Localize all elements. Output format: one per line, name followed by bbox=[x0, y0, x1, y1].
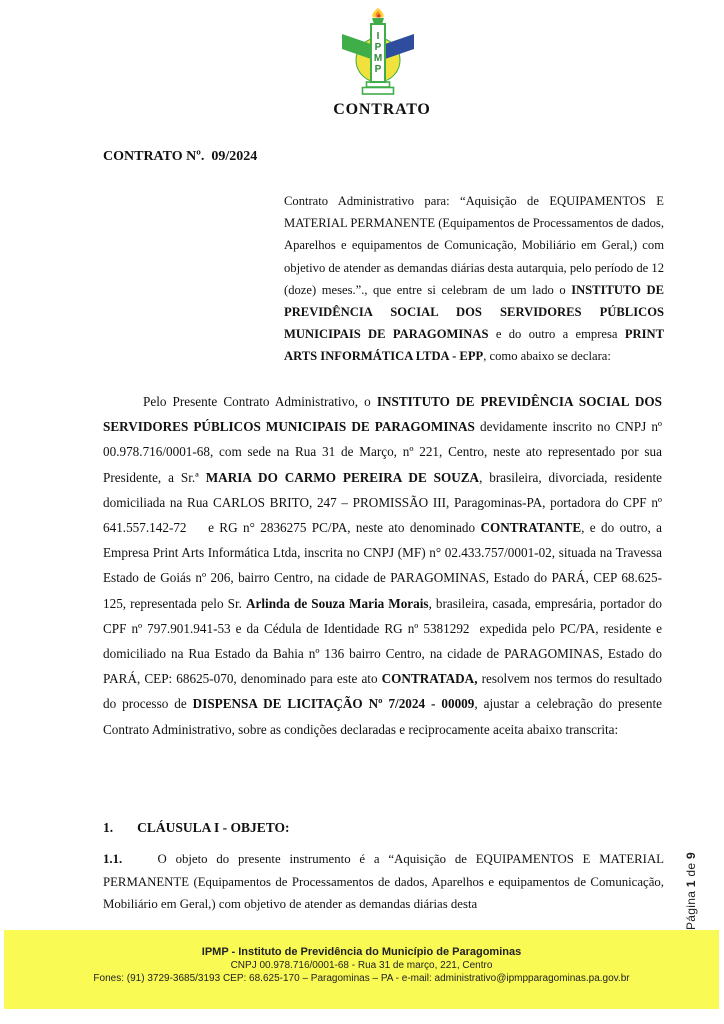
page-number: Página 1 de 9 bbox=[684, 852, 698, 930]
torch-cup bbox=[372, 18, 384, 24]
logo-letter-p1: P bbox=[374, 42, 382, 53]
footer-org-name: IPMP - Instituto de Previdência do Município de Paragominas bbox=[201, 946, 522, 958]
logo-letter-i: I bbox=[376, 31, 380, 42]
flame-core bbox=[377, 14, 380, 17]
ipmp-logo bbox=[340, 8, 416, 96]
document-title: CONTRATO bbox=[333, 101, 431, 118]
recital-paragraph: Contrato Administrativo para: “Aquisição de EQUIPAMENTOS E MATERIAL PERMANENTE (Equipamentos de Processamentos de dados, Aparelhos e equipamentos de Comunicação, Mobiliário em Geral,) com objetivo de atender as demandas diárias desta autarquia, pelo período de 12 (doze) meses.”., que entre si celebram de um lado o INSTITUTO DE PREVIDÊNCIA SOCIAL DOS SERVIDORES PÚBLICOS MUNICIPAIS DE PARAGOMINAS e do outro a empresa PRINT ARTS INFORMÁTICA LTDA - EPP, como abaixo se declara: bbox=[284, 194, 664, 364]
logo-base-lower bbox=[363, 88, 394, 95]
clause-1-1-paragraph: 1.1. O objeto do presente instrumento é a “Aquisição de EQUIPAMENTOS E MATERIAL PERMANENTE (Equipamentos de Processamentos de dados, Aparelhos e equipamentos de Comunicação, Mobiliário em Geral,) com objetivo de atender as demandas diárias desta bbox=[103, 852, 664, 911]
contract-number: CONTRATO Nº. 09/2024 bbox=[103, 149, 258, 164]
logo-letter-p2: P bbox=[374, 64, 382, 75]
clause-1-number: 1. bbox=[103, 820, 114, 835]
footer-band bbox=[4, 930, 719, 1009]
footer-contacts: Fones: (91) 3729-3685/3193 CEP: 68.625-170 – Paragominas – PA - e-mail: administrativo@ipmpparagominas.pa.gov.br bbox=[93, 973, 630, 984]
clause-1-heading bbox=[103, 820, 290, 836]
clause-1-title: CLÁUSULA I - OBJETO: bbox=[137, 820, 290, 835]
footer-address: CNPJ 00.978.716/0001-68 - Rua 31 de março, 221, Centro bbox=[230, 960, 493, 971]
logo-letter-m: M bbox=[373, 53, 383, 64]
parties-paragraph: Pelo Presente Contrato Administrativo, o INSTITUTO DE PREVIDÊNCIA SOCIAL DOS SERVIDORES PÚBLICOS MUNICIPAIS DE PARAGOMINAS devidamente inscrito no CNPJ nº 00.978.716/0001-68, com sede na Rua 31 de Março, nº 221, Centro, neste ato representado por sua Presidente, a Sr.ª MARIA DO CARMO PEREIRA DE SOUZA, brasileira, divorciada, residente domiciliada na Rua CARLOS BRITO, 247 – PROMISSÃO III, Paragominas-PA, portadora do CPF nº 641.557.142-72 e RG n° 2836275 PC/PA, neste ato denominado CONTRATANTE, e do outro, a Empresa Print Arts Informática Ltda, inscrita no CNPJ (MF) n° 02.433.757/0001-02, situada na Travessa Estado de Goiás nº 206, bairro Centro, na cidade de PARAGOMINAS, Estado do PARÁ, CEP 68.625-125, representada pelo Sr. Arlinda de Souza Maria Morais, brasileira, casada, empresária, portador do CPF nº 797.901.941-53 e da Cédula de Identidade RG nº 5381292 expedida pelo PC/PA, residente e domiciliado na Rua Estado da Bahia nº 136 bairro Centro, na cidade de PARAGOMINAS, Estado do PARÁ, CEP: 68625-070, denominado para este ato CONTRATADA, resolvem nos termos do resultado do processo de DISPENSA DE LICITAÇÃO Nº 7/2024 - 00009, ajustar a celebração do presente Contrato Administrativo, sobre as condições declaradas e reciprocamente aceita abaixo transcrita: bbox=[103, 394, 663, 737]
